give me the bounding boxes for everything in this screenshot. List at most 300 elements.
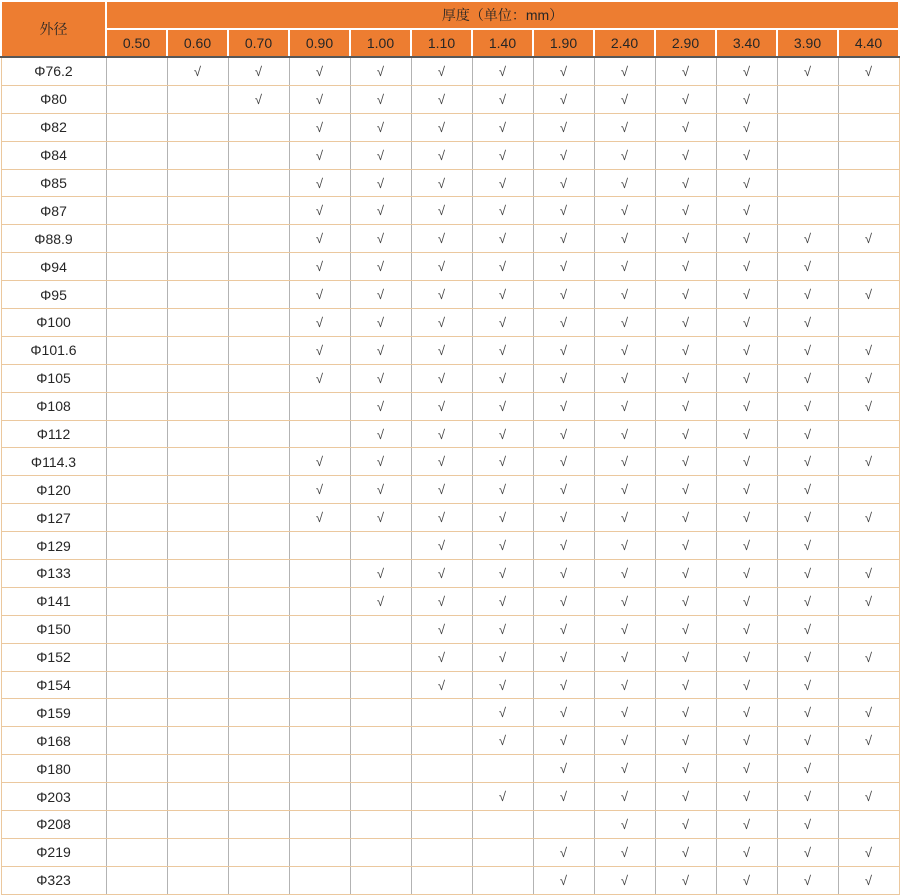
availability-empty-cell <box>289 699 350 727</box>
availability-empty-cell <box>289 838 350 866</box>
table-row <box>1 560 899 588</box>
availability-check-cell: √ <box>655 727 716 755</box>
diameter-cell: Φ95 <box>1 281 106 309</box>
availability-check-cell: √ <box>533 309 594 337</box>
availability-check-cell: √ <box>472 169 533 197</box>
diameter-column-header: 外径 <box>1 1 106 57</box>
availability-check-cell: √ <box>411 253 472 281</box>
availability-check-cell: √ <box>594 560 655 588</box>
availability-check-cell: √ <box>533 615 594 643</box>
availability-empty-cell <box>228 866 289 894</box>
availability-empty-cell <box>167 85 228 113</box>
thickness-values-row <box>1 29 899 57</box>
availability-check-cell: √ <box>594 113 655 141</box>
availability-empty-cell <box>167 727 228 755</box>
availability-check-cell: √ <box>838 727 899 755</box>
availability-check-cell: √ <box>716 364 777 392</box>
availability-check-cell: √ <box>655 253 716 281</box>
availability-check-cell: √ <box>350 448 411 476</box>
availability-empty-cell <box>289 866 350 894</box>
availability-check-cell: √ <box>472 420 533 448</box>
diameter-cell: Φ323 <box>1 866 106 894</box>
availability-empty-cell <box>167 643 228 671</box>
availability-check-cell: √ <box>594 699 655 727</box>
availability-check-cell: √ <box>716 838 777 866</box>
availability-empty-cell <box>838 811 899 839</box>
availability-empty-cell <box>289 783 350 811</box>
availability-empty-cell <box>167 811 228 839</box>
availability-empty-cell <box>838 85 899 113</box>
table-row <box>1 671 899 699</box>
availability-check-cell: √ <box>716 643 777 671</box>
availability-empty-cell <box>350 671 411 699</box>
availability-check-cell: √ <box>777 532 838 560</box>
availability-check-cell: √ <box>411 420 472 448</box>
availability-empty-cell <box>228 755 289 783</box>
availability-check-cell: √ <box>533 141 594 169</box>
availability-check-cell: √ <box>716 309 777 337</box>
availability-check-cell: √ <box>289 364 350 392</box>
diameter-cell: Φ105 <box>1 364 106 392</box>
availability-check-cell: √ <box>777 504 838 532</box>
availability-check-cell: √ <box>716 57 777 85</box>
availability-check-cell: √ <box>350 504 411 532</box>
availability-empty-cell <box>289 671 350 699</box>
availability-empty-cell <box>289 587 350 615</box>
availability-check-cell: √ <box>777 57 838 85</box>
table-row <box>1 866 899 894</box>
availability-empty-cell <box>167 197 228 225</box>
thickness-col-header: 1.40 <box>472 29 533 57</box>
availability-check-cell: √ <box>350 560 411 588</box>
availability-empty-cell <box>472 838 533 866</box>
availability-empty-cell <box>167 309 228 337</box>
availability-check-cell: √ <box>594 727 655 755</box>
availability-empty-cell <box>167 476 228 504</box>
availability-empty-cell <box>838 141 899 169</box>
availability-empty-cell <box>228 811 289 839</box>
availability-check-cell: √ <box>655 113 716 141</box>
thickness-col-header: 3.90 <box>777 29 838 57</box>
availability-empty-cell <box>289 811 350 839</box>
diameter-cell: Φ76.2 <box>1 57 106 85</box>
availability-empty-cell <box>167 671 228 699</box>
availability-check-cell: √ <box>838 364 899 392</box>
availability-empty-cell <box>228 420 289 448</box>
availability-check-cell: √ <box>716 671 777 699</box>
availability-check-cell: √ <box>411 225 472 253</box>
availability-check-cell: √ <box>777 727 838 755</box>
availability-empty-cell <box>106 281 167 309</box>
availability-check-cell: √ <box>777 783 838 811</box>
availability-empty-cell <box>167 532 228 560</box>
availability-check-cell: √ <box>838 866 899 894</box>
availability-check-cell: √ <box>533 281 594 309</box>
availability-empty-cell <box>167 281 228 309</box>
availability-empty-cell <box>838 532 899 560</box>
availability-check-cell: √ <box>716 392 777 420</box>
availability-check-cell: √ <box>716 169 777 197</box>
availability-check-cell: √ <box>594 336 655 364</box>
table-row <box>1 309 899 337</box>
availability-check-cell: √ <box>411 476 472 504</box>
availability-empty-cell <box>411 866 472 894</box>
availability-empty-cell <box>838 420 899 448</box>
availability-empty-cell <box>228 392 289 420</box>
availability-check-cell: √ <box>472 392 533 420</box>
availability-check-cell: √ <box>594 587 655 615</box>
availability-check-cell: √ <box>838 57 899 85</box>
availability-empty-cell <box>350 615 411 643</box>
availability-empty-cell <box>106 504 167 532</box>
table-row <box>1 699 899 727</box>
availability-check-cell: √ <box>655 197 716 225</box>
table-body <box>1 57 899 894</box>
availability-check-cell: √ <box>472 57 533 85</box>
table-row <box>1 57 899 85</box>
availability-empty-cell <box>777 85 838 113</box>
availability-empty-cell <box>411 783 472 811</box>
availability-check-cell: √ <box>716 225 777 253</box>
availability-check-cell: √ <box>777 643 838 671</box>
availability-check-cell: √ <box>411 560 472 588</box>
availability-check-cell: √ <box>472 671 533 699</box>
availability-check-cell: √ <box>472 448 533 476</box>
availability-check-cell: √ <box>655 57 716 85</box>
availability-check-cell: √ <box>533 197 594 225</box>
availability-check-cell: √ <box>411 671 472 699</box>
availability-empty-cell <box>167 783 228 811</box>
availability-check-cell: √ <box>838 448 899 476</box>
table-row <box>1 615 899 643</box>
diameter-cell: Φ133 <box>1 560 106 588</box>
availability-check-cell: √ <box>533 225 594 253</box>
availability-empty-cell <box>106 615 167 643</box>
availability-empty-cell <box>350 783 411 811</box>
availability-check-cell: √ <box>777 448 838 476</box>
availability-check-cell: √ <box>350 253 411 281</box>
availability-check-cell: √ <box>289 57 350 85</box>
availability-check-cell: √ <box>289 85 350 113</box>
availability-empty-cell <box>106 420 167 448</box>
availability-check-cell: √ <box>716 615 777 643</box>
availability-check-cell: √ <box>716 560 777 588</box>
availability-empty-cell <box>106 225 167 253</box>
availability-check-cell: √ <box>594 476 655 504</box>
availability-check-cell: √ <box>655 811 716 839</box>
availability-empty-cell <box>411 811 472 839</box>
availability-empty-cell <box>228 225 289 253</box>
availability-empty-cell <box>350 811 411 839</box>
availability-empty-cell <box>838 615 899 643</box>
diameter-cell: Φ208 <box>1 811 106 839</box>
availability-empty-cell <box>167 699 228 727</box>
availability-check-cell: √ <box>594 504 655 532</box>
diameter-cell: Φ219 <box>1 838 106 866</box>
availability-check-cell: √ <box>594 197 655 225</box>
availability-empty-cell <box>106 476 167 504</box>
availability-check-cell: √ <box>777 866 838 894</box>
availability-check-cell: √ <box>655 392 716 420</box>
availability-check-cell: √ <box>411 169 472 197</box>
diameter-cell: Φ180 <box>1 755 106 783</box>
availability-check-cell: √ <box>533 587 594 615</box>
availability-check-cell: √ <box>838 281 899 309</box>
availability-empty-cell <box>106 699 167 727</box>
table-row <box>1 783 899 811</box>
thickness-col-header: 0.60 <box>167 29 228 57</box>
availability-check-cell: √ <box>594 225 655 253</box>
availability-check-cell: √ <box>594 615 655 643</box>
availability-empty-cell <box>228 504 289 532</box>
diameter-cell: Φ87 <box>1 197 106 225</box>
thickness-group-header: 厚度（单位：mm） <box>106 1 899 29</box>
availability-check-cell: √ <box>472 364 533 392</box>
availability-empty-cell <box>228 364 289 392</box>
availability-check-cell: √ <box>594 392 655 420</box>
availability-check-cell: √ <box>716 336 777 364</box>
availability-empty-cell <box>106 169 167 197</box>
availability-empty-cell <box>106 141 167 169</box>
availability-empty-cell <box>350 727 411 755</box>
availability-empty-cell <box>228 671 289 699</box>
availability-empty-cell <box>228 699 289 727</box>
availability-empty-cell <box>167 420 228 448</box>
thickness-col-header: 1.10 <box>411 29 472 57</box>
availability-check-cell: √ <box>655 560 716 588</box>
availability-check-cell: √ <box>533 671 594 699</box>
availability-check-cell: √ <box>533 85 594 113</box>
availability-empty-cell <box>106 392 167 420</box>
availability-check-cell: √ <box>411 113 472 141</box>
availability-empty-cell <box>411 838 472 866</box>
availability-check-cell: √ <box>533 866 594 894</box>
availability-check-cell: √ <box>411 532 472 560</box>
availability-check-cell: √ <box>777 476 838 504</box>
availability-empty-cell <box>167 225 228 253</box>
diameter-cell: Φ82 <box>1 113 106 141</box>
thickness-col-header: 1.90 <box>533 29 594 57</box>
availability-check-cell: √ <box>289 197 350 225</box>
availability-empty-cell <box>350 838 411 866</box>
availability-empty-cell <box>106 671 167 699</box>
availability-check-cell: √ <box>411 587 472 615</box>
availability-empty-cell <box>167 448 228 476</box>
availability-check-cell: √ <box>655 699 716 727</box>
table-row <box>1 420 899 448</box>
availability-empty-cell <box>167 364 228 392</box>
availability-check-cell: √ <box>716 727 777 755</box>
availability-empty-cell <box>228 476 289 504</box>
availability-check-cell: √ <box>594 643 655 671</box>
availability-check-cell: √ <box>411 392 472 420</box>
table-header <box>1 1 899 57</box>
availability-empty-cell <box>167 615 228 643</box>
availability-check-cell: √ <box>716 253 777 281</box>
availability-check-cell: √ <box>777 699 838 727</box>
availability-check-cell: √ <box>594 281 655 309</box>
availability-empty-cell <box>106 364 167 392</box>
availability-check-cell: √ <box>777 309 838 337</box>
availability-empty-cell <box>106 838 167 866</box>
availability-check-cell: √ <box>838 504 899 532</box>
availability-empty-cell <box>106 57 167 85</box>
availability-check-cell: √ <box>472 587 533 615</box>
diameter-cell: Φ80 <box>1 85 106 113</box>
availability-check-cell: √ <box>533 113 594 141</box>
table-row <box>1 141 899 169</box>
availability-check-cell: √ <box>350 113 411 141</box>
availability-check-cell: √ <box>838 560 899 588</box>
availability-check-cell: √ <box>716 811 777 839</box>
availability-empty-cell <box>228 169 289 197</box>
availability-check-cell: √ <box>838 699 899 727</box>
availability-check-cell: √ <box>655 587 716 615</box>
availability-empty-cell <box>106 113 167 141</box>
availability-empty-cell <box>228 615 289 643</box>
table-row <box>1 364 899 392</box>
availability-empty-cell <box>838 309 899 337</box>
diameter-cell: Φ203 <box>1 783 106 811</box>
thickness-col-header: 4.40 <box>838 29 899 57</box>
availability-empty-cell <box>167 587 228 615</box>
availability-check-cell: √ <box>533 783 594 811</box>
diameter-cell: Φ150 <box>1 615 106 643</box>
availability-empty-cell <box>167 141 228 169</box>
availability-empty-cell <box>838 671 899 699</box>
thickness-col-header: 2.90 <box>655 29 716 57</box>
availability-check-cell: √ <box>350 281 411 309</box>
availability-check-cell: √ <box>716 448 777 476</box>
diameter-cell: Φ101.6 <box>1 336 106 364</box>
availability-empty-cell <box>106 532 167 560</box>
availability-empty-cell <box>777 141 838 169</box>
availability-check-cell: √ <box>655 420 716 448</box>
availability-empty-cell <box>289 755 350 783</box>
table-row <box>1 476 899 504</box>
diameter-cell: Φ141 <box>1 587 106 615</box>
availability-check-cell: √ <box>594 811 655 839</box>
availability-check-cell: √ <box>228 57 289 85</box>
table-row <box>1 336 899 364</box>
availability-check-cell: √ <box>533 727 594 755</box>
diameter-cell: Φ154 <box>1 671 106 699</box>
availability-empty-cell <box>106 560 167 588</box>
availability-empty-cell <box>228 587 289 615</box>
availability-empty-cell <box>106 727 167 755</box>
availability-check-cell: √ <box>350 85 411 113</box>
availability-check-cell: √ <box>533 57 594 85</box>
availability-check-cell: √ <box>777 755 838 783</box>
table-row <box>1 85 899 113</box>
availability-empty-cell <box>472 811 533 839</box>
table-row <box>1 811 899 839</box>
availability-check-cell: √ <box>350 57 411 85</box>
availability-check-cell: √ <box>472 141 533 169</box>
availability-empty-cell <box>167 866 228 894</box>
availability-empty-cell <box>289 615 350 643</box>
diameter-cell: Φ129 <box>1 532 106 560</box>
availability-check-cell: √ <box>411 504 472 532</box>
availability-check-cell: √ <box>594 866 655 894</box>
availability-check-cell: √ <box>655 755 716 783</box>
availability-empty-cell <box>167 504 228 532</box>
availability-empty-cell <box>533 811 594 839</box>
availability-check-cell: √ <box>655 169 716 197</box>
availability-empty-cell <box>289 560 350 588</box>
availability-check-cell: √ <box>350 364 411 392</box>
availability-check-cell: √ <box>411 85 472 113</box>
table-row <box>1 113 899 141</box>
availability-empty-cell <box>838 197 899 225</box>
availability-check-cell: √ <box>533 253 594 281</box>
table-row <box>1 532 899 560</box>
availability-check-cell: √ <box>838 392 899 420</box>
thickness-col-header: 1.00 <box>350 29 411 57</box>
availability-check-cell: √ <box>350 309 411 337</box>
availability-check-cell: √ <box>777 587 838 615</box>
availability-empty-cell <box>289 420 350 448</box>
diameter-cell: Φ168 <box>1 727 106 755</box>
availability-check-cell: √ <box>533 504 594 532</box>
availability-check-cell: √ <box>289 169 350 197</box>
availability-check-cell: √ <box>472 699 533 727</box>
availability-check-cell: √ <box>533 420 594 448</box>
availability-empty-cell <box>777 197 838 225</box>
thickness-col-header: 0.50 <box>106 29 167 57</box>
header-group-row <box>1 1 899 29</box>
availability-check-cell: √ <box>655 476 716 504</box>
availability-empty-cell <box>106 253 167 281</box>
availability-check-cell: √ <box>472 783 533 811</box>
availability-check-cell: √ <box>777 838 838 866</box>
availability-check-cell: √ <box>533 755 594 783</box>
availability-check-cell: √ <box>533 392 594 420</box>
availability-empty-cell <box>777 113 838 141</box>
availability-check-cell: √ <box>777 671 838 699</box>
availability-check-cell: √ <box>655 336 716 364</box>
table-row <box>1 281 899 309</box>
availability-check-cell: √ <box>411 309 472 337</box>
availability-empty-cell <box>228 253 289 281</box>
availability-empty-cell <box>167 838 228 866</box>
availability-empty-cell <box>350 755 411 783</box>
availability-empty-cell <box>838 113 899 141</box>
availability-check-cell: √ <box>838 225 899 253</box>
availability-check-cell: √ <box>289 448 350 476</box>
availability-empty-cell <box>106 197 167 225</box>
availability-check-cell: √ <box>594 85 655 113</box>
availability-empty-cell <box>167 336 228 364</box>
availability-check-cell: √ <box>472 225 533 253</box>
availability-empty-cell <box>289 392 350 420</box>
availability-empty-cell <box>289 643 350 671</box>
diameter-cell: Φ120 <box>1 476 106 504</box>
availability-empty-cell <box>106 85 167 113</box>
availability-check-cell: √ <box>411 57 472 85</box>
availability-check-cell: √ <box>716 504 777 532</box>
availability-check-cell: √ <box>594 838 655 866</box>
availability-check-cell: √ <box>594 309 655 337</box>
availability-empty-cell <box>228 448 289 476</box>
availability-empty-cell <box>472 755 533 783</box>
availability-check-cell: √ <box>777 392 838 420</box>
availability-check-cell: √ <box>533 560 594 588</box>
availability-check-cell: √ <box>594 448 655 476</box>
availability-check-cell: √ <box>350 420 411 448</box>
availability-check-cell: √ <box>411 336 472 364</box>
availability-check-cell: √ <box>655 671 716 699</box>
